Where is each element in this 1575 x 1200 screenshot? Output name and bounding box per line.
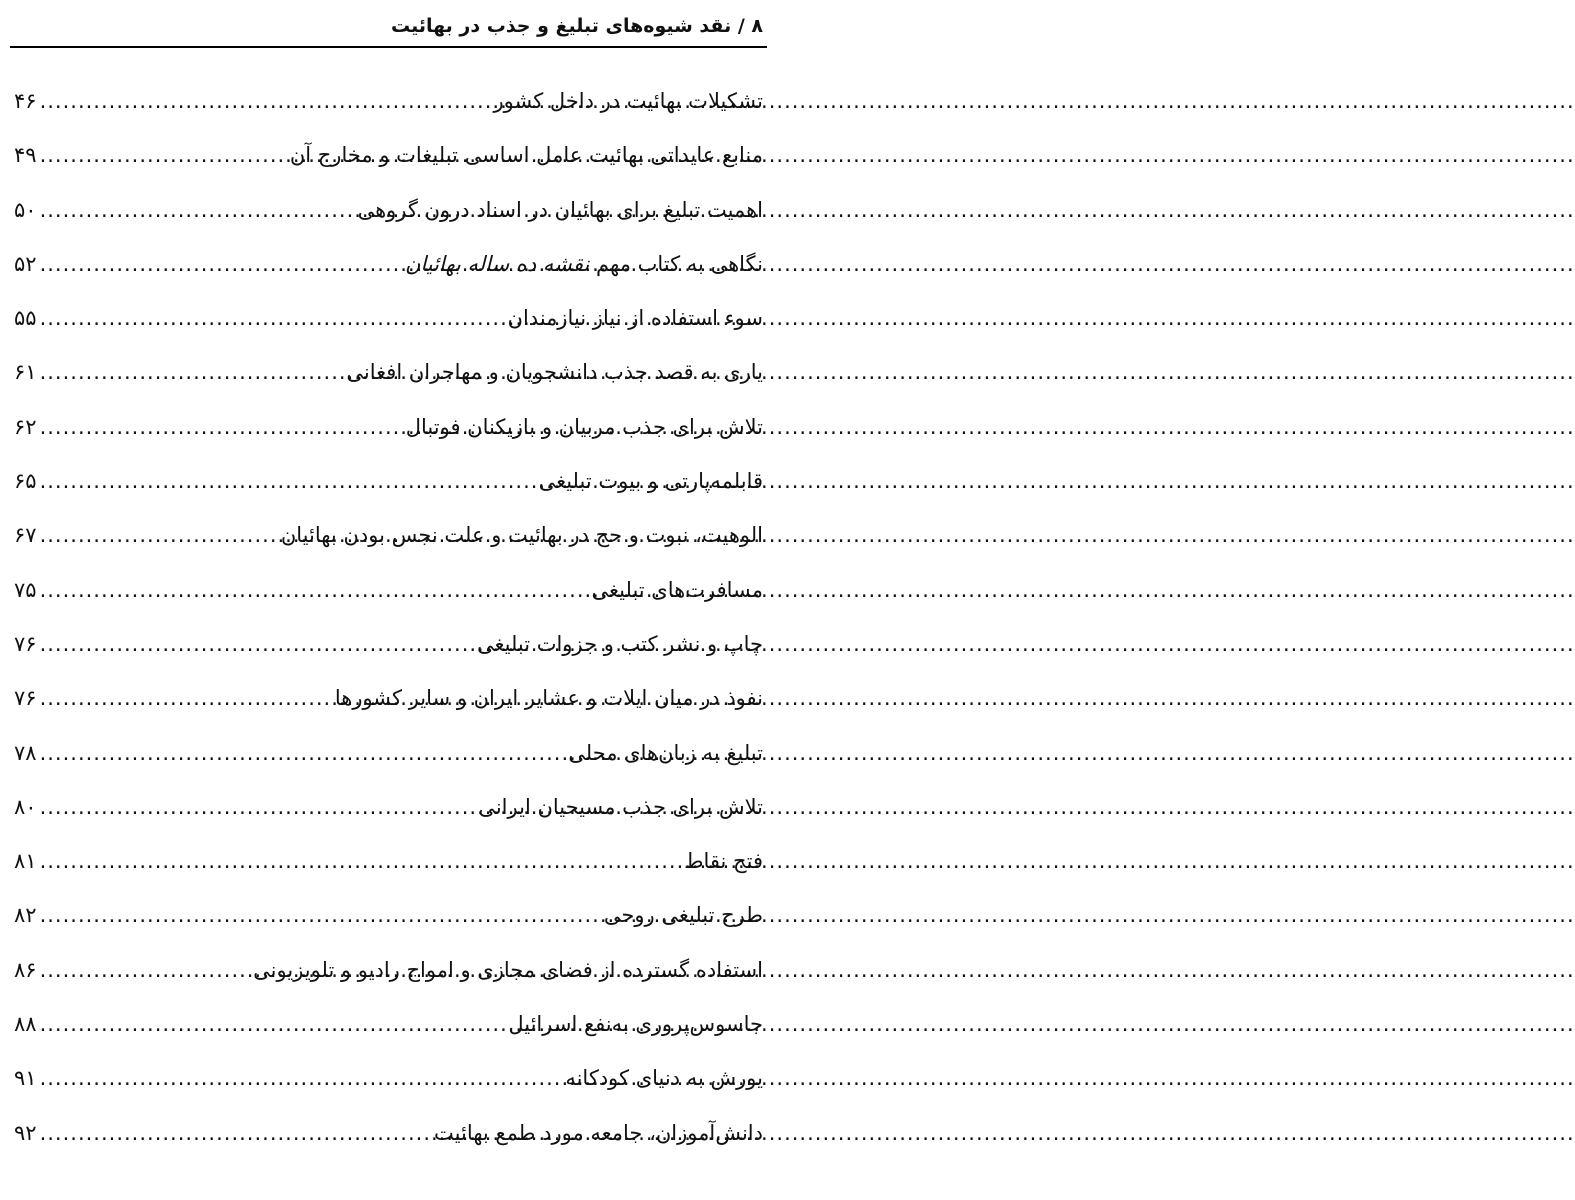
toc-entry-page-number: ۶۱ [14, 360, 37, 385]
header-rule [10, 46, 767, 48]
toc-entry-page-number: ۶۷ [14, 523, 37, 548]
toc-entry-title-text: سوء استفاده از نیاز نیازمندان [507, 306, 763, 331]
dot-leader [37, 617, 477, 671]
toc-entry [14, 345, 763, 399]
dot-leader [37, 345, 347, 399]
toc-entry-title-text: استفاده گسترده از فضای مجازی و امواج رادیو و تلویزیونی [253, 957, 763, 982]
running-header: ۸ / نقد شیوه‌های تبلیغ و جذب در بهائیت [391, 15, 763, 37]
toc-entry-page-number: ۵۰ [14, 197, 37, 222]
toc-entry [14, 617, 763, 671]
toc-entry [14, 563, 763, 617]
toc-entry [14, 291, 763, 345]
toc-entry-page-number: ۷۶ [14, 631, 37, 656]
toc-entry [14, 1051, 763, 1105]
toc-entry-page-number: ۸۸ [14, 1012, 37, 1037]
toc-entry-title-text: یورش به دنیای کودکانه [565, 1066, 763, 1091]
toc-entry-page-number: ۷۵ [14, 577, 37, 602]
toc-entry-page-number: ۶۲ [14, 414, 37, 439]
dot-leader [37, 237, 405, 291]
toc-entry-page-number: ۹۱ [14, 1066, 37, 1091]
toc-entry-title-text: نفوذ در میان ایلات و عشایر ایران و سایر کشورها [334, 686, 763, 711]
toc-entry-title-text: الوهیت، نبوت و حج در بهائیت و علت نجس بودن بهائیان [280, 523, 763, 548]
toc-entry-title-text: جاسوس‌پروری به‌نفع اسرائیل [508, 1012, 763, 1037]
toc-entry [14, 943, 763, 997]
toc-entry-book-title: نقشه ده ساله بهائیان [404, 251, 590, 276]
dot-leader [37, 563, 592, 617]
toc-entry-page-number: ۵۵ [14, 306, 37, 331]
dot-leader [37, 400, 406, 454]
toc-entry-page-number: ۸۲ [14, 903, 37, 928]
toc-entry-title-text: تلاش برای جذب مسیحیان ایرانی [478, 794, 763, 819]
toc-entry [14, 454, 763, 508]
toc-entry-title-text: قابلمه‌پارتی و بیوت تبلیغی [538, 469, 763, 494]
toc-entry-title-text: طرح تبلیغی روحی [603, 903, 763, 928]
toc-entry-title-text: تشکیلات بهائیت در داخل کشور [493, 89, 763, 113]
dot-leader [37, 74, 494, 128]
toc-entry [14, 183, 763, 237]
toc-entry-title-text: نگاهی به کتاب مهم [589, 251, 763, 276]
toc-entry [14, 508, 763, 562]
toc-entry [14, 671, 763, 725]
table-of-contents [14, 74, 763, 1160]
toc-entry [14, 780, 763, 834]
dot-leader [37, 780, 479, 834]
toc-entry-page-number: ۹۲ [14, 1120, 37, 1145]
toc-entry-title-text: تبلیغ به زبان‌های محلی [568, 740, 763, 765]
toc-entry-title-text: یاری به قصد جذب دانشجویان و مهاجران افغانی [346, 360, 763, 385]
toc-entry-page-number: ۵۲ [14, 251, 37, 276]
toc-entry [14, 997, 763, 1051]
toc-entry [14, 400, 763, 454]
toc-entry [14, 834, 763, 888]
toc-entry-page-number: ۸۶ [14, 957, 37, 982]
dot-leader [37, 454, 539, 508]
toc-entry-title-text: منابع عایداتی بهائیت عامل اساسی تبلیغات و مخارج آن [289, 143, 763, 168]
dot-leader [37, 997, 509, 1051]
book-page [0, 0, 777, 1200]
dot-leader [37, 726, 569, 780]
toc-entry [14, 1106, 763, 1160]
toc-entry-page-number: ۸۱ [14, 849, 37, 874]
dot-leader [37, 1106, 434, 1160]
toc-entry [14, 237, 763, 291]
toc-entry-title-text: فتح نقاط [684, 849, 763, 874]
toc-entry-page-number: ۴۶ [14, 89, 37, 113]
toc-entry [14, 74, 763, 128]
dot-leader [37, 943, 254, 997]
dot-leader [37, 834, 685, 888]
dot-leader [37, 183, 358, 237]
dot-leader [37, 508, 281, 562]
dot-leader [37, 1051, 566, 1105]
toc-entry-page-number: ۸۰ [14, 794, 37, 819]
toc-entry [14, 888, 763, 942]
toc-entry-title-text: تلاش برای جذب مربیان و بازیکنان فوتبال [405, 414, 763, 439]
toc-entry-title-text: چاپ و نشر کتب و جزوات تبلیغی [476, 631, 763, 656]
dot-leader [37, 671, 335, 725]
toc-entry-title-text: اهمیت تبلیغ برای بهائیان در اسناد درون گروهی [357, 197, 763, 222]
dot-leader [37, 128, 290, 182]
toc-entry-page-number: ۷۶ [14, 686, 37, 711]
dot-leader [37, 888, 604, 942]
toc-entry [14, 128, 763, 182]
toc-entry [14, 726, 763, 780]
toc-entry-page-number: ۷۸ [14, 740, 37, 765]
toc-entry-title-text: دانش‌آموزان، جامعه مورد طمع بهائیت [434, 1120, 763, 1145]
toc-entry-page-number: ۴۹ [14, 143, 37, 168]
toc-entry-title-text: مسافرت‌های تبلیغی [591, 577, 763, 602]
dot-leader [37, 291, 508, 345]
toc-entry-page-number: ۶۵ [14, 469, 37, 494]
